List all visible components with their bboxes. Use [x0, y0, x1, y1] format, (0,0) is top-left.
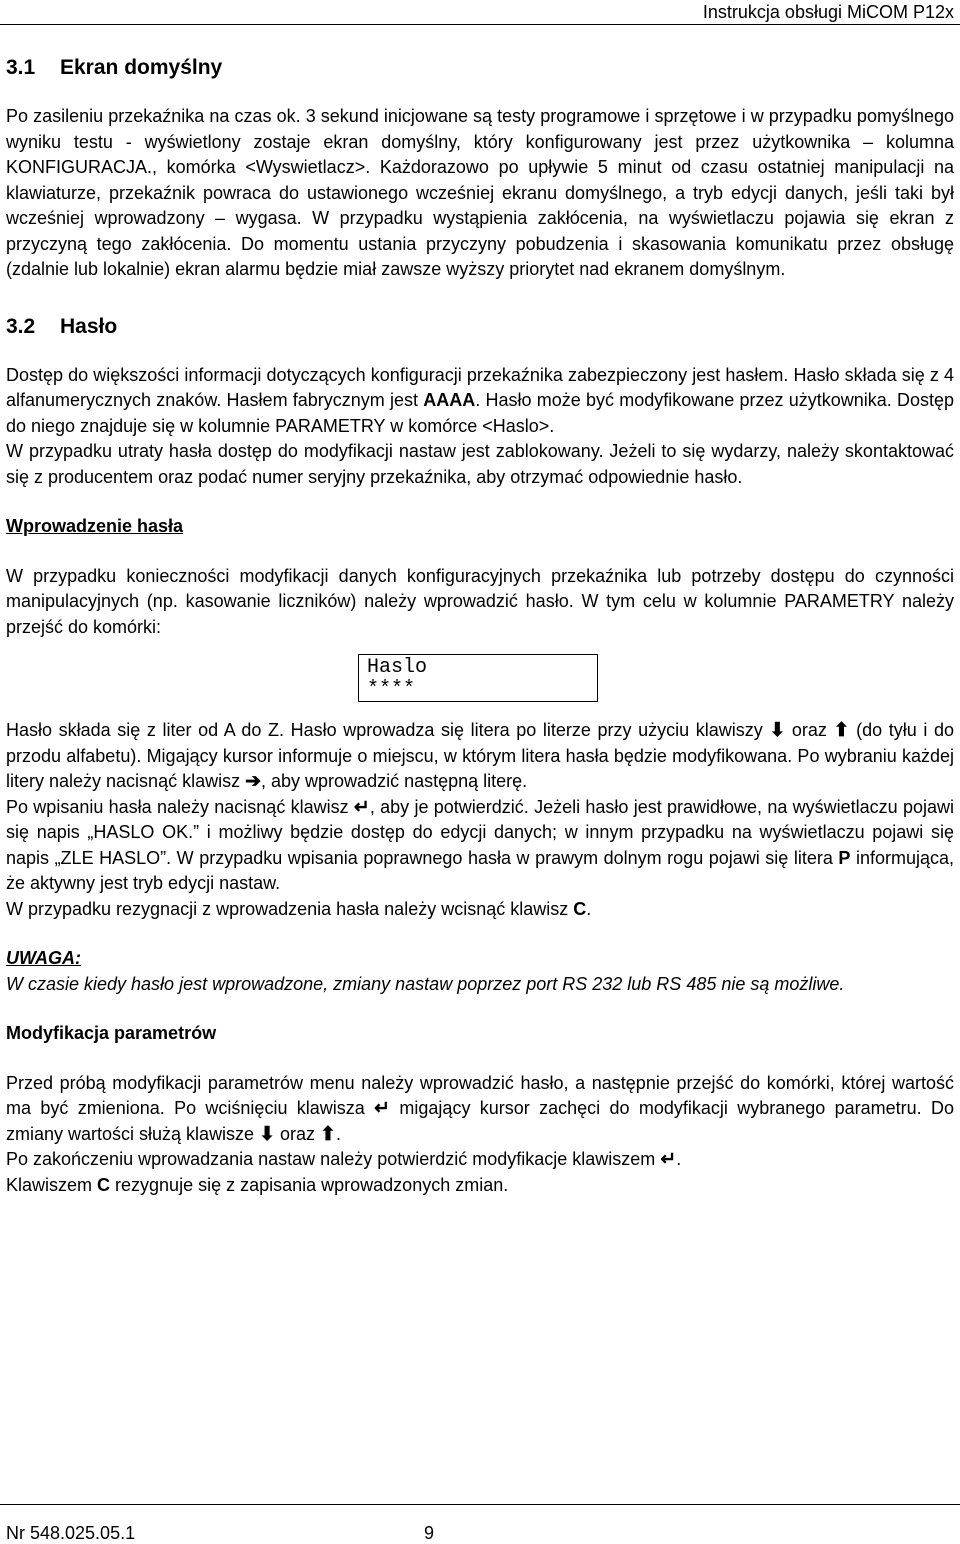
lcd-line-1: Haslo	[367, 656, 428, 679]
enter-key-icon: ↵	[374, 1098, 391, 1119]
paragraph-modyfikacja-3: Klawiszem C rezygnuje się z zapisania wprowadzonych zmian.	[6, 1174, 509, 1195]
arrow-up-icon: ⬆	[320, 1123, 336, 1145]
arrow-down-icon: ⬇	[769, 720, 786, 741]
arrow-right-icon: ➔	[245, 771, 262, 792]
uwaga-label: UWAGA:	[6, 948, 81, 968]
paragraph-modyfikacja-2: Po zakończeniu wprowadzania nastaw należy potwierdzić modyfikacje klawiszem ↵.	[6, 1149, 682, 1170]
paragraph-wprowadzenie-1: W przypadku konieczności modyfikacji danych konfiguracyjnych przekaźnika lub potrzeby dostępu do czynności manipulacyjnych (np. kasowanie liczników) należy wprowadzić hasło. W tym celu w kolumnie PARAMETRY należy przejść do komórki:	[6, 565, 954, 637]
uwaga-text: W czasie kiedy hasło jest wprowadzone, zmiany nastaw poprzez port RS 232 lub RS 485 nie są możliwe.	[6, 973, 845, 994]
section-heading-3-2: 3.2 Hasło	[6, 314, 118, 338]
page-content	[6, 54, 954, 1198]
paragraph-wprowadzenie-2: Hasło składa się z liter od A do Z. Hasło wprowadza się litera po literze przy użyciu klawiszy ⬇ oraz ⬆ (do tyłu i do przodu alfabetu). Migający kursor informuje o miejscu, w którym litera hasła będzie modyfikowana. Po wybraniu każdej litery należy nacisnąć klawisz ➔, aby wprowadzić następną literę.	[6, 720, 954, 792]
arrow-up-icon: ⬆	[833, 720, 850, 741]
paragraph-haslo-2: W przypadku utraty hasła dostęp do modyfikacji nastaw jest zablokowany. Jeżeli to się wydarzy, należy skontaktować się z producentem oraz podać numer seryjny przekaźnika, aby otrzymać odpowiednie hasło.	[6, 441, 954, 487]
paragraph-haslo-1: Dostęp do większości informacji dotyczących konfiguracji przekaźnika zabezpieczony jest hasłem. Hasło składa się z 4 alfanumerycznych znaków. Hasłem fabrycznym jest AAAA. Hasło może być modyfikowane przez użytkownika. Dostęp do niego znajduje się w kolumnie PARAMETRY w komórce <Haslo>.	[6, 364, 955, 436]
subheading-wprowadzenie-hasla: Wprowadzenie hasła	[6, 516, 184, 536]
paragraph-ekran-domyslny: Po zasileniu przekaźnika na czas ok. 3 sekund inicjowane są testy programowe i sprzętowe i w przypadku pomyślnego wyniku testu - wyświetlony zostaje ekran domyślny, który konfigurowany jest przez użytkownika – kolumna KONFIGURACJA., komórka <Wyswietlacz>. Każdorazowo po upływie 5 minut od czasu ostatniej manipulacji na klawiaturze, przekaźnik powraca do ustawionego wcześniej ekranu domyślnego, a tryb edycji danych, jeśli taki był wcześniej wprowadzony – wygasa. W przypadku wystąpienia zakłócenia, na wyświetlaczu pojawia się ekran z przyczyną tego zakłócenia. Do momentu ustania przyczyny pobudzenia i skasowania komunikatu przez obsługę (zdalnie lub lokalnie) ekran alarmu będzie miał zawsze wyższy priorytet nad ekranem domyślnym.	[6, 106, 954, 279]
header-title: Instrukcja obsługi MiCOM P12x	[702, 2, 954, 22]
paragraph-wprowadzenie-4: W przypadku rezygnacji z wprowadzenia hasła należy wcisnąć klawisz C.	[6, 898, 592, 919]
footer-page-number: 9	[424, 1523, 435, 1543]
arrow-down-icon: ⬇	[259, 1123, 275, 1145]
lcd-display-wrapper	[6, 640, 954, 718]
enter-key-icon: ↵	[660, 1149, 677, 1170]
page-footer	[0, 1504, 960, 1543]
paragraph-wprowadzenie-3: Po wpisaniu hasła należy nacisnąć klawisz ↵, aby je potwierdzić. Jeżeli hasło jest prawidłowe, na wyświetlaczu pojawi się napis „HASLO OK.” i możliwy będzie dostęp do edycji danych; w innym przypadku na wyświetlaczu pojawi się napis „ZLE HASLO”. W przypadku wpisania poprawnego hasła w prawym dolnym rogu pojawi się litera P informująca, że aktywny jest tryb edycji nastaw.	[6, 796, 954, 893]
lcd-line-2: ****	[367, 678, 416, 701]
lcd-display-haslo	[358, 654, 598, 702]
section-heading-3-1: 3.1 Ekran domyślny	[6, 56, 223, 79]
paragraph-modyfikacja-1: Przed próbą modyfikacji parametrów menu należy wprowadzić hasło, a następnie przejść do komórki, której wartość ma być zmieniona. Po wciśnięciu klawisza ↵ migający kursor zachęci do modyfikacji wybranego parametru. Do zmiany wartości służą klawisze ⬇ oraz ⬆.	[6, 1072, 954, 1145]
enter-key-icon: ↵	[353, 796, 370, 818]
page-header	[0, 0, 960, 25]
subheading-modyfikacja-parametrow: Modyfikacja parametrów	[6, 1023, 217, 1043]
footer-doc-number: Nr 548.025.05.1	[6, 1523, 136, 1543]
